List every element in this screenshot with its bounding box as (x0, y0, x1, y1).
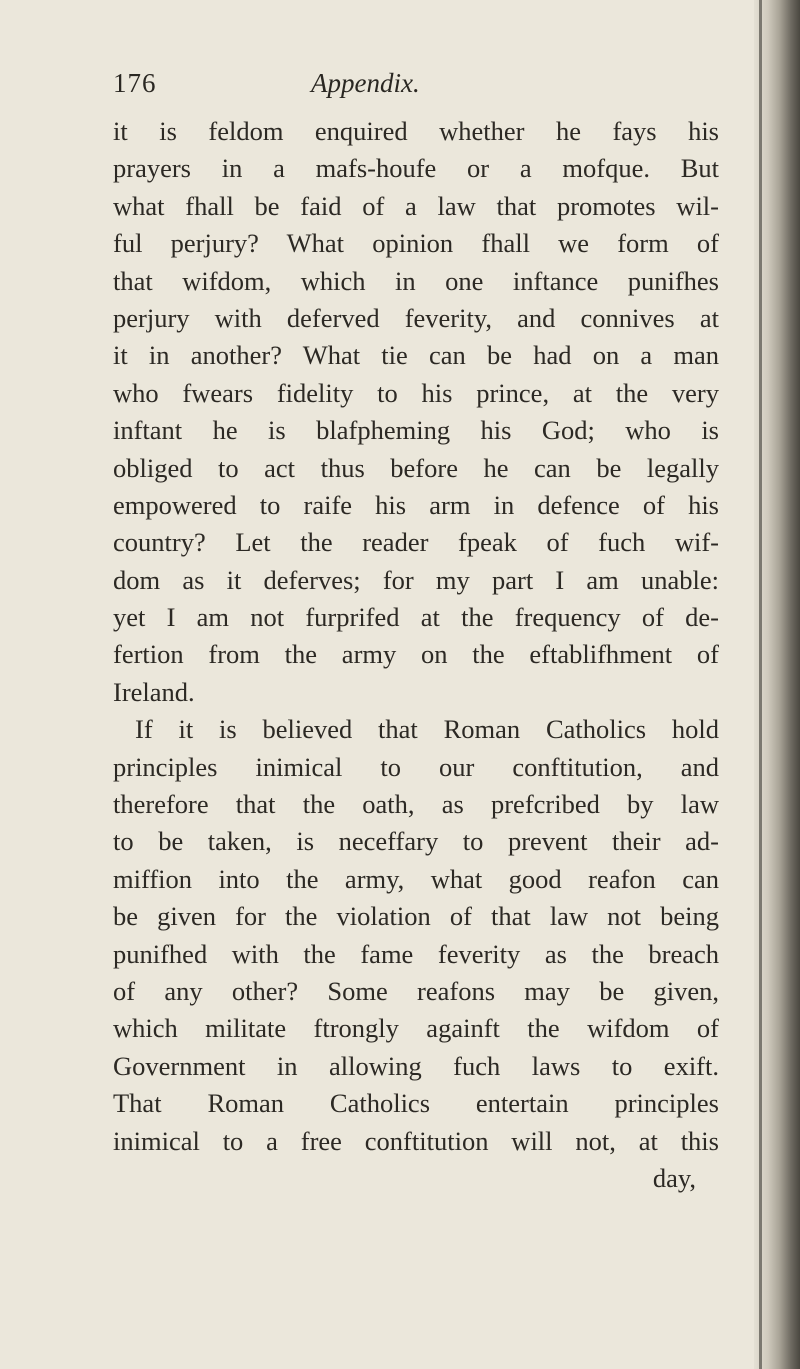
text-line: empowered to raife his arm in defence of his (113, 489, 719, 520)
text-line: Ireland. (113, 676, 195, 707)
text-line: inftant he is blafpheming his God; who is (113, 415, 719, 446)
text-line: to be taken, is neceffary to prevent their ad- (113, 826, 719, 857)
text-line: That Roman Catholics entertain principles (113, 1088, 719, 1119)
text-line: yet I am not furprifed at the frequency of de- (113, 602, 719, 633)
text-line: be given for the violation of that law not being (113, 901, 719, 932)
catchword: day, (652, 1162, 696, 1193)
text-line: who fwears fidelity to his prince, at the very (113, 377, 719, 408)
text-line: miffion into the army, what good reafon can (113, 863, 719, 894)
text-line: fertion from the army on the eftablifhment of (113, 639, 719, 670)
text-line: country? Let the reader fpeak of fuch wif- (113, 527, 719, 558)
page-header (113, 68, 713, 108)
text-line: inimical to a free conftitution will not, at this (113, 1125, 719, 1156)
text-line: punifhed with the fame feverity as the breach (113, 938, 719, 969)
text-line: therefore that the oath, as prefcribed by law (113, 789, 719, 820)
text-line: principles inimical to our conftitution, and (113, 751, 719, 782)
text-line: perjury with deferved feverity, and connives at (113, 302, 719, 333)
text-line: it in another? What tie can be had on a man (113, 340, 719, 371)
text-line: it is feldom enquired whether he fays his (113, 116, 719, 146)
text-line: of any other? Some reafons may be given, (113, 975, 719, 1006)
text-line: Government in allowing fuch laws to exift. (113, 1050, 719, 1081)
text-line: what fhall be faid of a law that promotes wil- (113, 190, 719, 221)
text-line: ful perjury? What opinion fhall we form of (113, 228, 719, 259)
text-line: obliged to act thus before he can be legally (113, 452, 719, 483)
text-line: which militate ftrongly againft the wifdom of (113, 1013, 719, 1044)
text-line: prayers in a mafs-houfe or a mofque. But (113, 153, 719, 184)
text-line: If it is believed that Roman Catholics hold (135, 714, 719, 745)
page-number: 176 (113, 68, 157, 98)
text-line: dom as it deferves; for my part I am unable: (113, 564, 719, 595)
body-text (113, 113, 719, 1197)
running-head: Appendix. (311, 68, 420, 98)
text-line: that wifdom, which in one inftance punifhes (113, 265, 719, 296)
binding-edge (759, 0, 762, 1369)
